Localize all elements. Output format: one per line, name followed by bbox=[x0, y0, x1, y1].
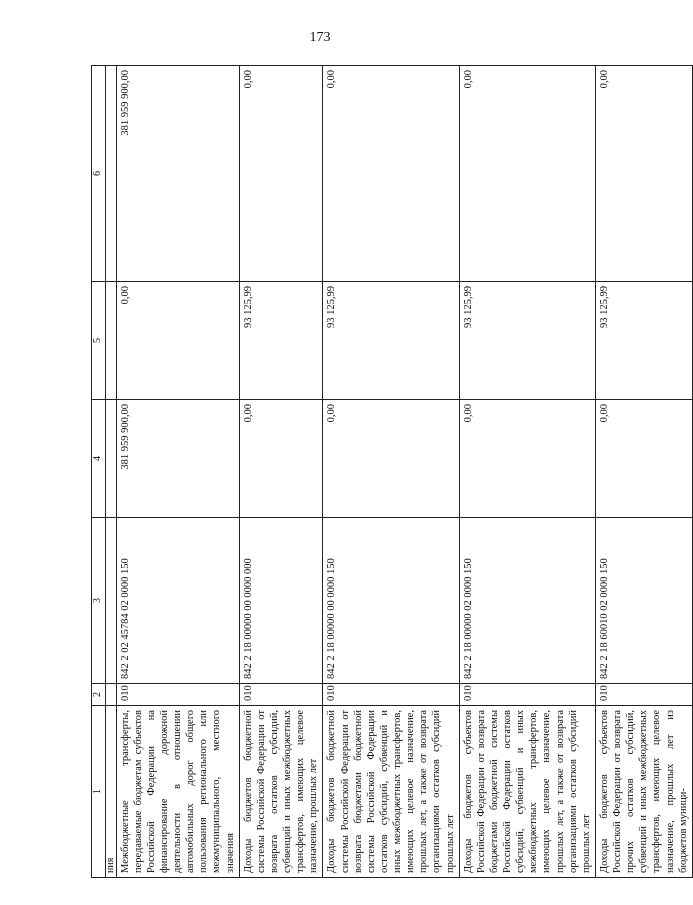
table-row bbox=[323, 66, 459, 878]
table-row bbox=[116, 66, 239, 878]
row-name: Межбюджетные трансферты, передаваемые бюджетам субъектов Российской Федерации на финансирование дорожной деятельности в отношении автомобильных дорог общего пользования регионального или межмуниципального, местного значения bbox=[116, 706, 239, 878]
continuation-text: ния bbox=[105, 706, 116, 878]
row-kbk: 842 2 18 00000 00 0000 150 bbox=[323, 518, 459, 684]
row-col4: 0,00 bbox=[459, 400, 595, 518]
row-name: Доходы бюджетов бюджетной системы Российской Федерации от возврата бюджетами бюджетной системы Российской Федерации остатков субсидий, субвенций и иных межбюджетных трансфертов, имеющих целевое назначение, прошлых лет, а также от возврата организациями остатков субсидий прошлых лет bbox=[323, 706, 459, 878]
row-name: Доходы бюджетов субъектов Российской Федерации от возврата прочих остатков субсидий, субвенций и иных межбюджетных трансфертов, имеющих целевое назначение, прошлых лет из бюджетов муници- bbox=[595, 706, 692, 878]
row-col5: 93 125,99 bbox=[239, 282, 323, 400]
row-col4: 381 959 900,00 bbox=[116, 400, 239, 518]
table-row bbox=[595, 66, 692, 878]
row-code: 010 bbox=[459, 684, 595, 706]
header-col-3: 3 bbox=[92, 518, 106, 684]
continuation-row bbox=[105, 66, 116, 878]
row-code: 010 bbox=[595, 684, 692, 706]
row-kbk: 842 2 18 00000 02 0000 150 bbox=[459, 518, 595, 684]
row-col5: 93 125,99 bbox=[459, 282, 595, 400]
table-row bbox=[239, 66, 323, 878]
row-kbk: 842 2 18 60010 02 0000 150 bbox=[595, 518, 692, 684]
header-col-2: 2 bbox=[92, 684, 106, 706]
row-code: 010 bbox=[116, 684, 239, 706]
row-col6: 0,00 bbox=[323, 66, 459, 282]
row-col5: 93 125,99 bbox=[595, 282, 692, 400]
row-kbk: 842 2 02 45784 02 0000 150 bbox=[116, 518, 239, 684]
row-col5: 0,00 bbox=[116, 282, 239, 400]
budget-table bbox=[91, 65, 693, 878]
row-col5: 93 125,99 bbox=[323, 282, 459, 400]
rotated-table-container bbox=[91, 66, 689, 878]
row-name: Доходы бюджетов бюджетной системы Российской Федерации от возврата остатков субсидий, субвенций и иных межбюджетных трансфертов, имеющих целевое назначение, прошлых лет bbox=[239, 706, 323, 878]
row-col6: 0,00 bbox=[459, 66, 595, 282]
header-col-4: 4 bbox=[92, 400, 106, 518]
row-name: Доходы бюджетов субъектов Российской Федерации от возврата бюджетами бюджетной системы Российской Федерации остатков субсидий, субвенций и иных межбюджетных трансфертов, имеющих целевое назначение, прошлых лет, а также от возврата организациями остатков субсидий прошлых лет bbox=[459, 706, 595, 878]
row-col4: 0,00 bbox=[239, 400, 323, 518]
table-row bbox=[459, 66, 595, 878]
row-col6: 381 959 900,00 bbox=[116, 66, 239, 282]
row-kbk: 842 2 18 00000 00 0000 000 bbox=[239, 518, 323, 684]
row-code: 010 bbox=[323, 684, 459, 706]
header-col-1: 1 bbox=[92, 706, 106, 878]
row-code: 010 bbox=[239, 684, 323, 706]
header-col-5: 5 bbox=[92, 282, 106, 400]
row-col4: 0,00 bbox=[595, 400, 692, 518]
header-row bbox=[92, 66, 106, 878]
row-col4: 0,00 bbox=[323, 400, 459, 518]
row-col6: 0,00 bbox=[239, 66, 323, 282]
header-col-6: 6 bbox=[92, 66, 106, 282]
row-col6: 0,00 bbox=[595, 66, 692, 282]
page-number: 173 bbox=[309, 30, 331, 45]
